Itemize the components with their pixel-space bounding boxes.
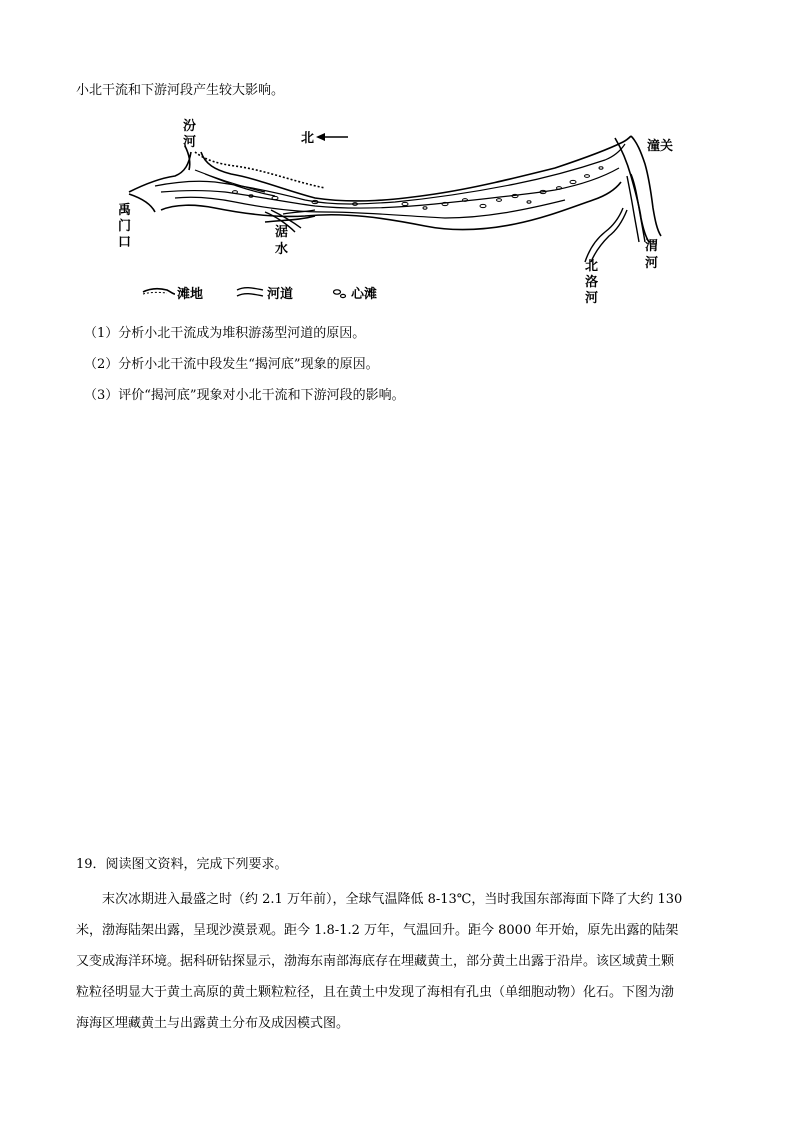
q19-paragraph-line-3: 又变成海洋环境。据科研钻探显示，渤海东南部海底存在埋藏黄土，部分黄土出露于沿岸。该区域黄土颗 [76, 954, 675, 969]
river-map [115, 112, 675, 312]
fen-he-label-1: 汾 [183, 119, 197, 134]
legend [143, 286, 377, 302]
beiluo-he-label-3: 河 [585, 291, 599, 306]
channel-legend-icon [237, 288, 263, 296]
tongguan-label: 潼关 [647, 139, 674, 154]
yumenkou-label-2: 门 [118, 219, 132, 234]
intro-text: 小北干流和下游河段产生较大影响。 [76, 83, 285, 98]
q19-paragraph-line-1: 末次冰期进入最盛之时（约 2.1 万年前），全球气温降低 8-13℃，当时我国东部海面下降了大约 130 [102, 892, 683, 907]
wei-he-label-2: 河 [645, 256, 659, 271]
question-2: （2）分析小北干流中段发生“揭河底”现象的原因。 [84, 357, 379, 372]
beach-legend-icon [143, 289, 175, 294]
q19-paragraph-line-4: 粒粒径明显大于黄土高原的黄土颗粒粒径，且在黄土中发现了海相有孔虫（单细胞动物）化石。下图为渤 [76, 985, 675, 1000]
fen-he-label-2: 河 [183, 135, 197, 150]
river-banks [129, 136, 661, 242]
beiluo-he-label-2: 洛 [585, 275, 599, 290]
q19-paragraph-line-2: 米，渤海陆架出露，呈现沙漠景观。距今 1.8-1.2 万年，气温回升。距今 8000 年开始，原先出露的陆架 [76, 923, 679, 938]
yumenkou-label-3: 口 [118, 235, 132, 250]
mid-channel-bars [233, 167, 604, 209]
q19-paragraph-line-5: 海海区埋藏黄土与出露黄土分布及成因模式图。 [76, 1016, 350, 1031]
river-channels [155, 144, 625, 218]
legend-channel-label: 河道 [267, 287, 294, 302]
legend-bar-label: 心滩 [351, 287, 378, 302]
legend-beach-label: 滩地 [177, 287, 204, 302]
ju-shui-label-1: 涺 [275, 225, 289, 240]
north-label: 北 [301, 131, 315, 146]
question-3: （3）评价“揭河底”现象对小北干流和下游河段的影响。 [84, 388, 405, 403]
north-arrow-icon [316, 133, 348, 141]
yumenkou-label-1: 禹 [118, 203, 132, 218]
ju-shui-label-2: 水 [275, 242, 289, 257]
bar-legend-icon [334, 290, 346, 298]
question-1: （1）分析小北干流成为堆积游荡型河道的原因。 [84, 326, 366, 341]
beiluo-he-label-1: 北 [585, 259, 599, 274]
wei-he-label-1: 渭 [645, 239, 659, 254]
question-19-heading: 19．阅读图文资料，完成下列要求。 [76, 857, 288, 872]
